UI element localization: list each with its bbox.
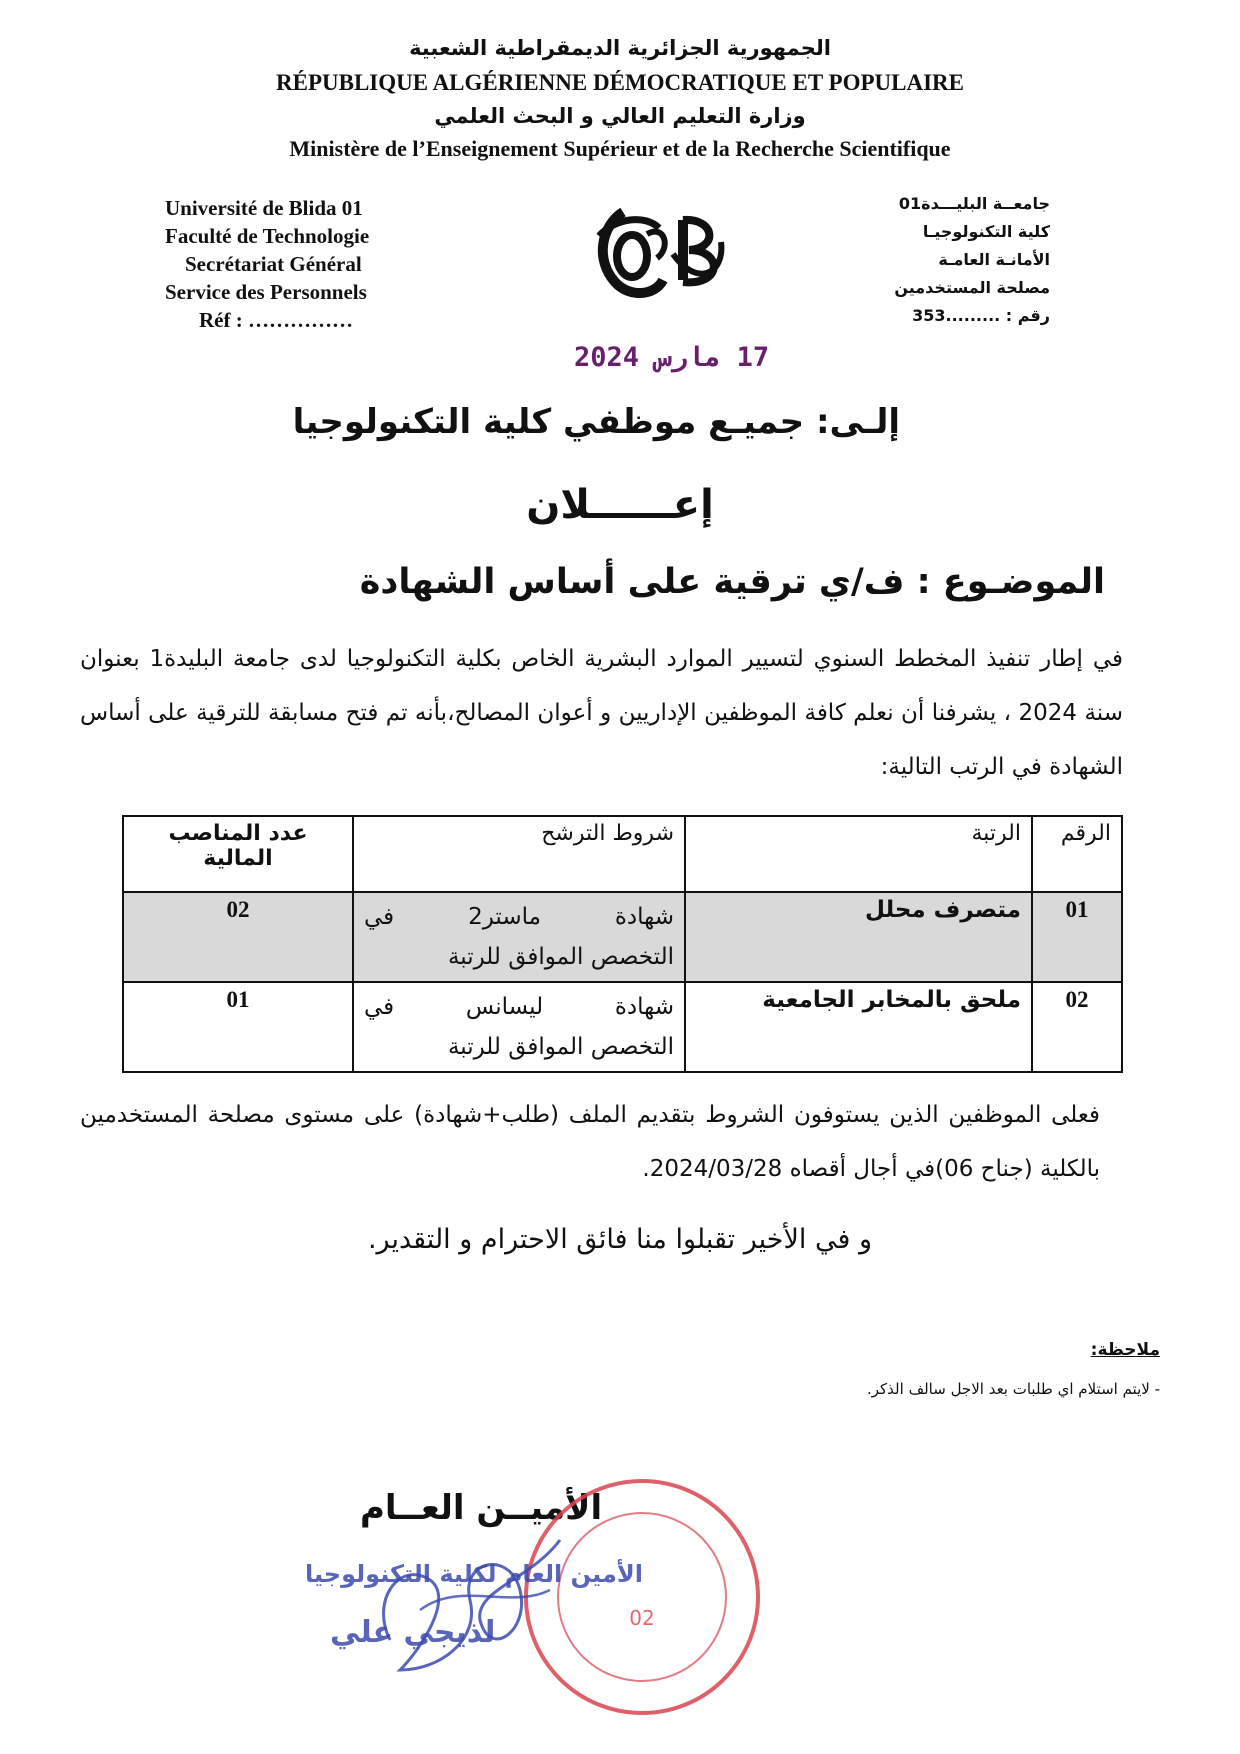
university-logo xyxy=(585,196,730,306)
row-conditions-line1: شهادة ماستر2 في xyxy=(364,904,674,930)
institution-ar-ref: رقم : .........353 xyxy=(912,306,1050,325)
seal-number: 02 xyxy=(629,1606,655,1630)
stamp-faculty: الأمين العام لكلية التكنولوجيا xyxy=(305,1560,643,1588)
row-conditions xyxy=(353,892,685,982)
table-row xyxy=(123,892,1122,982)
header-posts: عدد المناصب المالية xyxy=(123,816,353,892)
addressee: إلـى: جميـع موظفي كلية التكنولوجيا xyxy=(292,402,900,442)
header-fr-ministry: Ministère de l’Enseignement Supérieur et de la Recherche Scientifique xyxy=(289,136,951,161)
row-number: 01 xyxy=(1032,892,1122,982)
row-conditions-line2: التخصص الموافق للرتبة xyxy=(447,944,674,970)
institution-ar-faculty: كلية التكنولوجيـا xyxy=(922,222,1050,241)
row-number: 02 xyxy=(1032,982,1122,1072)
institution-university: Université de Blida 01 xyxy=(165,196,363,220)
header-fr-republic: RÉPUBLIQUE ALGÉRIENNE DÉMOCRATIQUE ET POPULAIRE xyxy=(276,70,964,95)
subject-line: الموضـوع : ف/ي ترقية على أساس الشهادة xyxy=(359,562,1105,602)
intro-paragraph: في إطار تنفيذ المخطط السنوي لتسيير الموارد البشرية الخاص بكلية التكنولوجيا لدى جامعة البليدة1 بعنوان سنة 2024 ، يشرفنا أن نعلم كافة الموظفين الإداريين و أعوان المصالح،بأنه تم فتح مسابقة للترقية على أساس الشهادة في الرتب التالية: xyxy=(80,646,1123,780)
institution-service: Service des Personnels xyxy=(165,280,367,304)
announcement-title: إعــــــلان xyxy=(526,482,714,528)
header-grade: الرتبة xyxy=(685,816,1032,892)
institution-ref: Réf : …………… xyxy=(199,308,353,332)
institution-secretariat: Secrétariat Général xyxy=(185,252,362,276)
row-conditions-line1: شهادة ليسانس في xyxy=(364,994,674,1020)
institution-block-fr xyxy=(165,194,369,334)
grades-table xyxy=(122,815,1123,1073)
handwritten-signature xyxy=(360,1520,590,1690)
row-conditions-line2: التخصص الموافق للرتبة xyxy=(447,1034,674,1060)
date-stamp: 17 مارس 2024 xyxy=(574,342,770,373)
row-conditions xyxy=(353,982,685,1072)
header-ar-republic: الجمهورية الجزائرية الديمقراطية الشعبية xyxy=(409,36,831,60)
farewell-line: و في الأخير تقبلوا منا فائق الاحترام و التقدير. xyxy=(367,1224,873,1255)
seal-ring-text xyxy=(520,1475,528,1480)
row-grade: ملحق بالمخابر الجامعية xyxy=(685,982,1032,1072)
header-conditions: شروط الترشح xyxy=(353,816,685,892)
stamp-name: لذيجي علي xyxy=(330,1615,496,1650)
header-ar-ministry: وزارة التعليم العالي و البحث العلمي xyxy=(434,104,806,128)
note-item: - لايتم استلام اي طلبات بعد الاجل سالف الذكر. xyxy=(867,1380,1160,1398)
header-number: الرقم xyxy=(1032,816,1122,892)
table-header-row xyxy=(123,816,1122,892)
row-posts: 02 xyxy=(123,892,353,982)
svg-text:الجمهورية الجزائرية الديمقراطي xyxy=(520,1475,528,1480)
institution-faculty: Faculté de Technologie xyxy=(165,224,370,248)
row-posts: 01 xyxy=(123,982,353,1072)
table-row xyxy=(123,982,1122,1072)
institution-ar-service: مصلحة المستخدمين xyxy=(894,278,1050,297)
row-grade: متصرف محلل xyxy=(685,892,1032,982)
closing-paragraph: فعلى الموظفين الذين يستوفون الشروط بتقديم الملف (طلب+شهادة) على مستوى مصلحة المستخدمين بالكلية (جناح 06)في أجال أقصاه 2024/03/28. xyxy=(80,1102,1100,1182)
institution-ar-secretariat: الأمانـة العامـة xyxy=(938,250,1050,269)
signature-title: الأميــن العــام xyxy=(360,1488,603,1528)
institution-block-ar xyxy=(810,190,1050,330)
note-title: ملاحظة: xyxy=(1090,1340,1160,1360)
institution-ar-university: جامعــة البليـــدة01 xyxy=(898,194,1050,213)
